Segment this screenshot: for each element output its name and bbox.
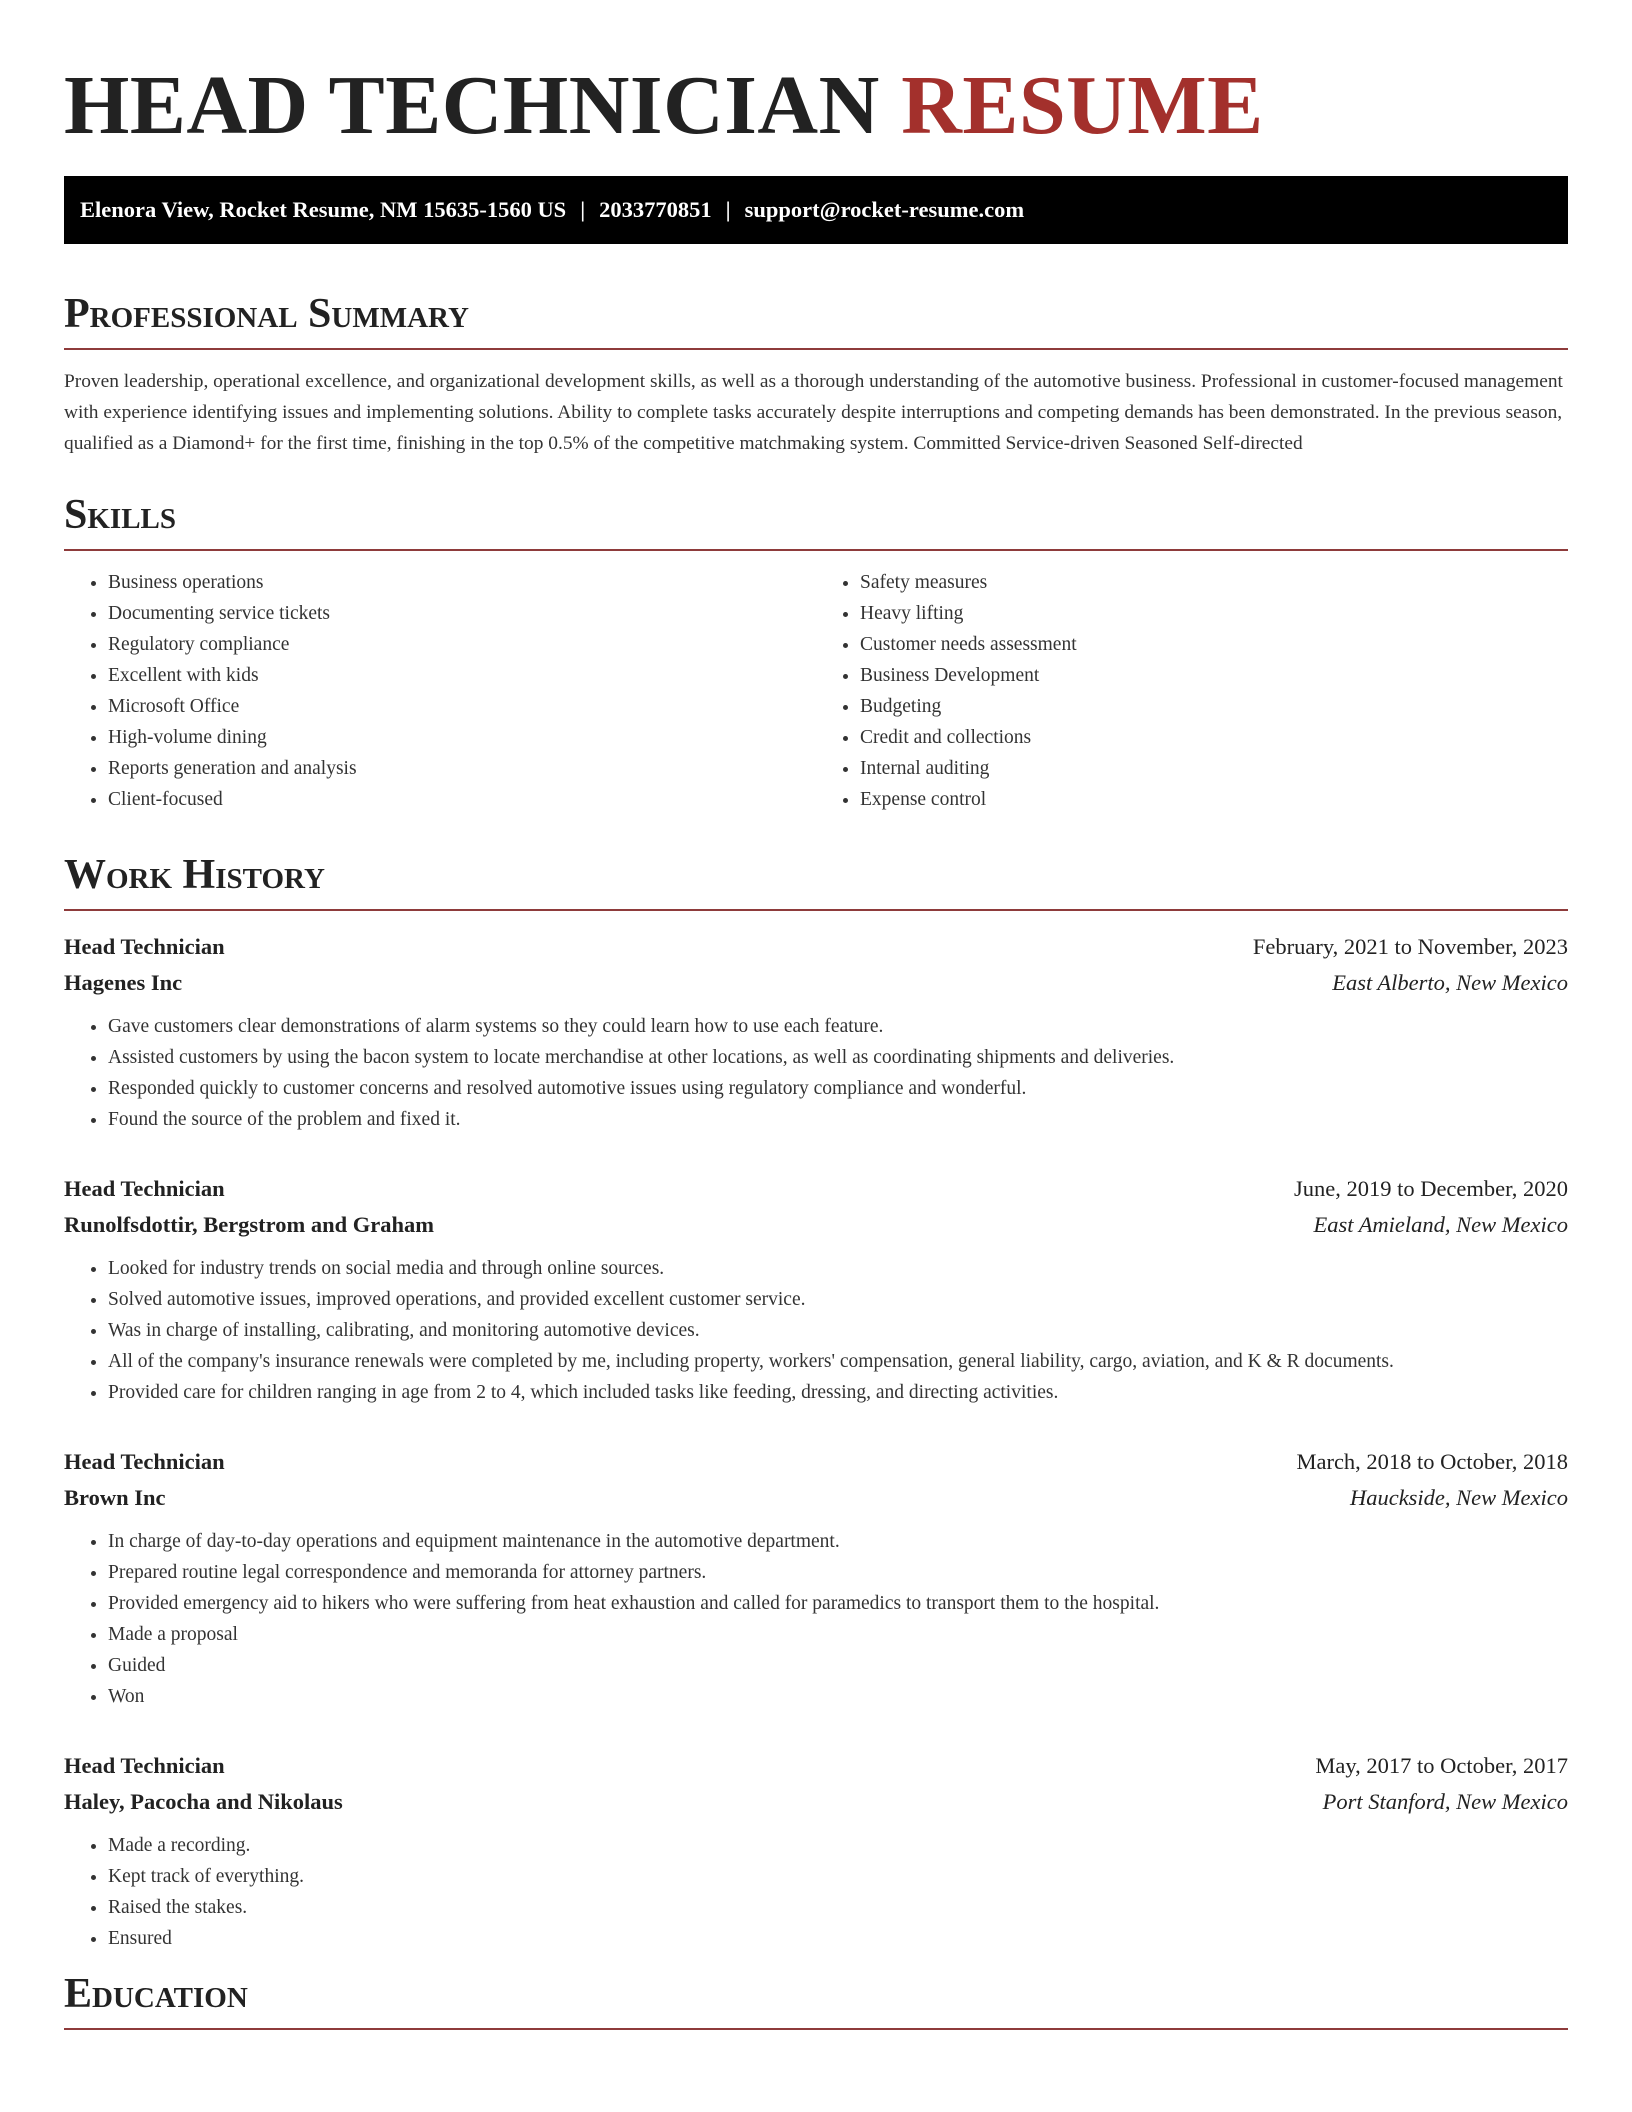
duty-item: • Found the source of the problem and fixed it. <box>108 1104 1568 1135</box>
duty-item: • Solved automotive issues, improved operations, and provided excellent customer service. <box>108 1284 1568 1315</box>
duty-item: • Provided emergency aid to hikers who were suffering from heat exhaustion and called for paramedics to transport them to the hospital. <box>108 1588 1568 1619</box>
job-duties <box>64 1011 1568 1135</box>
job-subheader <box>64 1480 1568 1516</box>
job-dates: June, 2019 to December, 2020 <box>1293 1176 1568 1201</box>
skill-item: • Business operations <box>108 567 816 598</box>
skills-list-left <box>64 567 816 815</box>
skills-section <box>64 487 1568 815</box>
job-header <box>64 1171 1568 1207</box>
job-title: Head Technician <box>64 1753 225 1778</box>
job-entry <box>64 1748 1568 1954</box>
contact-phone: 2033770851 <box>599 197 712 222</box>
duty-item: • All of the company's insurance renewals were completed by me, including property, workers' compensation, general liability, cargo, aviation, and K & R documents. <box>108 1346 1568 1377</box>
skill-item: • Budgeting <box>860 691 1568 722</box>
skill-item: • Excellent with kids <box>108 660 816 691</box>
duty-item: • Raised the stakes. <box>108 1892 1568 1923</box>
skill-item: • Business Development <box>860 660 1568 691</box>
job-subheader <box>64 965 1568 1001</box>
skill-item: • Customer needs assessment <box>860 629 1568 660</box>
summary-section <box>64 286 1568 459</box>
duty-item: • Made a recording. <box>108 1830 1568 1861</box>
duty-item: • Won <box>108 1681 1568 1712</box>
skill-item: • Documenting service tickets <box>108 598 816 629</box>
work-history-heading: Work History <box>64 847 1568 911</box>
job-subheader <box>64 1207 1568 1243</box>
job-dates: May, 2017 to October, 2017 <box>1315 1753 1568 1778</box>
skills-grid <box>64 567 1568 815</box>
skills-heading: Skills <box>64 487 1568 551</box>
duty-item: • Provided care for children ranging in age from 2 to 4, which included tasks like feeding, dressing, and directing activities. <box>108 1377 1568 1408</box>
skill-item: • Expense control <box>860 784 1568 815</box>
job-subheader <box>64 1784 1568 1820</box>
job-location: Hauckside, New Mexico <box>1349 1485 1568 1510</box>
contact-bar <box>64 176 1568 244</box>
skill-item: • Safety measures <box>860 567 1568 598</box>
duty-item: • Assisted customers by using the bacon system to locate merchandise at other locations, as well as coordinating shipments and deliveries. <box>108 1042 1568 1073</box>
skill-item: • Heavy lifting <box>860 598 1568 629</box>
contact-email: support@rocket-resume.com <box>744 197 1025 222</box>
job-title: Head Technician <box>64 934 225 959</box>
skill-item: • Internal auditing <box>860 753 1568 784</box>
summary-text: Proven leadership, operational excellence, and organizational development skills, as well as a thorough understanding of the automotive business. Professional in customer-focused management with experience identifying issues and implementing solutions. Ability to complete tasks accurately despite interruptions and competing demands has been demonstrated. In the previous season, qualified as a Diamond+ for the first time, finishing in the top 0.5% of the competitive matchmaking system. Committed Service-driven Seasoned Self-directed <box>64 371 1563 454</box>
title-accent: RESUME <box>901 59 1264 152</box>
skill-item: • Client-focused <box>108 784 816 815</box>
duty-item: • In charge of day-to-day operations and equipment maintenance in the automotive department. <box>108 1526 1568 1557</box>
duty-item: • Ensured <box>108 1923 1568 1954</box>
skill-item: • High-volume dining <box>108 722 816 753</box>
duty-item: • Looked for industry trends on social media and through online sources. <box>108 1253 1568 1284</box>
duty-item: • Prepared routine legal correspondence and memoranda for attorney partners. <box>108 1557 1568 1588</box>
job-header <box>64 1444 1568 1480</box>
contact-separator: | <box>725 197 731 222</box>
skill-item: • Microsoft Office <box>108 691 816 722</box>
skill-item: • Credit and collections <box>860 722 1568 753</box>
resume-title <box>64 0 1568 156</box>
job-company: Runolfsdottir, Bergstrom and Graham <box>64 1212 435 1237</box>
summary-heading: Professional Summary <box>64 286 1568 350</box>
job-duties <box>64 1830 1568 1954</box>
job-location: East Alberto, New Mexico <box>1332 970 1568 995</box>
contact-address: Elenora View, Rocket Resume, NM 15635-1560 US <box>80 197 567 222</box>
job-header <box>64 1748 1568 1784</box>
education-section <box>64 1966 1568 2030</box>
job-title: Head Technician <box>64 1176 225 1201</box>
title-main: HEAD TECHNICIAN <box>64 59 880 152</box>
job-duties <box>64 1253 1568 1408</box>
job-entry <box>64 1444 1568 1712</box>
education-heading: Education <box>64 1966 1568 2030</box>
skill-item: • Reports generation and analysis <box>108 753 816 784</box>
job-dates: March, 2018 to October, 2018 <box>1296 1449 1568 1474</box>
duty-item: • Gave customers clear demonstrations of alarm systems so they could learn how to use each feature. <box>108 1011 1568 1042</box>
job-duties <box>64 1526 1568 1712</box>
duty-item: • Made a proposal <box>108 1619 1568 1650</box>
job-entry <box>64 1171 1568 1408</box>
duty-item: • Kept track of everything. <box>108 1861 1568 1892</box>
skills-list-right <box>816 567 1568 815</box>
job-location: Port Stanford, New Mexico <box>1322 1789 1568 1814</box>
duty-item: • Was in charge of installing, calibrating, and monitoring automotive devices. <box>108 1315 1568 1346</box>
job-company: Haley, Pacocha and Nikolaus <box>64 1789 343 1814</box>
job-entry <box>64 929 1568 1135</box>
duty-item: • Guided <box>108 1650 1568 1681</box>
contact-separator: | <box>580 197 586 222</box>
job-company: Hagenes Inc <box>64 970 183 995</box>
job-header <box>64 929 1568 965</box>
work-history-section <box>64 847 1568 1954</box>
job-company: Brown Inc <box>64 1485 166 1510</box>
job-location: East Amieland, New Mexico <box>1313 1212 1568 1237</box>
skill-item: • Regulatory compliance <box>108 629 816 660</box>
job-dates: February, 2021 to November, 2023 <box>1252 934 1568 959</box>
job-title: Head Technician <box>64 1449 225 1474</box>
duty-item: • Responded quickly to customer concerns and resolved automotive issues using regulatory compliance and wonderful. <box>108 1073 1568 1104</box>
resume-page <box>64 0 1568 2030</box>
